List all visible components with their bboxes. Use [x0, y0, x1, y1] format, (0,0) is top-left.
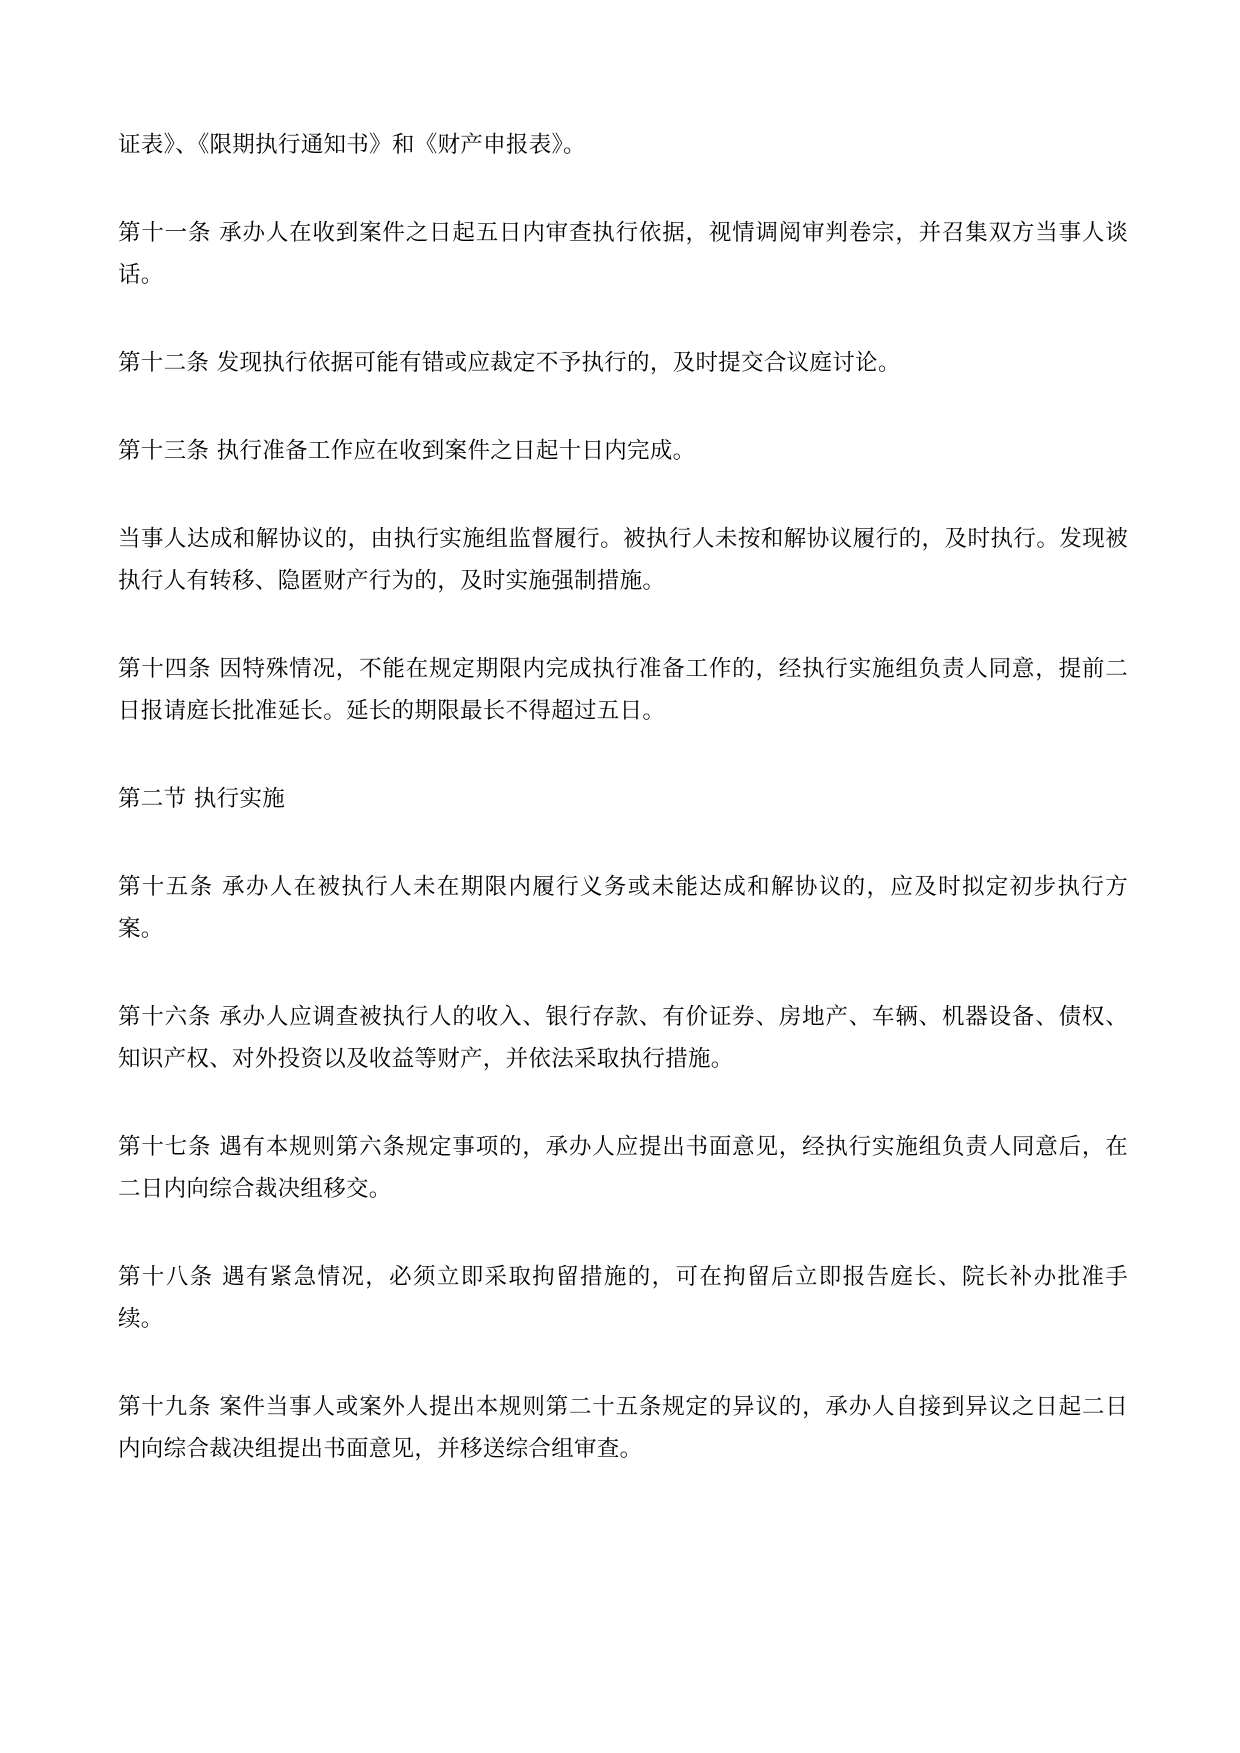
article-17: 第十七条 遇有本规则第六条规定事项的，承办人应提出书面意见，经执行实施组负责人同意后，在二日内向综合裁决组移交。 [118, 1134, 1128, 1202]
article-13: 第十三条 执行准备工作应在收到案件之日起十日内完成。 [118, 438, 696, 464]
article-19: 第十九条 案件当事人或案外人提出本规则第二十五条规定的异议的，承办人自接到异议之日起二日内向综合裁决组提出书面意见，并移送综合组审查。 [118, 1394, 1128, 1462]
settlement-paragraph: 当事人达成和解协议的，由执行实施组监督履行。被执行人未按和解协议履行的，及时执行。发现被执行人有转移、隐匿财产行为的，及时实施强制措施。 [118, 526, 1128, 594]
article-14: 第十四条 因特殊情况，不能在规定期限内完成执行准备工作的，经执行实施组负责人同意，提前二日报请庭长批准延长。延长的期限最长不得超过五日。 [118, 656, 1128, 724]
article-11: 第十一条 承办人在收到案件之日起五日内审查执行依据，视情调阅审判卷宗，并召集双方当事人谈话。 [118, 220, 1128, 288]
article-18: 第十八条 遇有紧急情况，必须立即采取拘留措施的，可在拘留后立即报告庭长、院长补办批准手续。 [118, 1264, 1128, 1332]
document-body [118, 124, 1128, 1470]
paragraph-continuation: 证表》、《限期执行通知书》和《财产申报表》。 [118, 132, 586, 158]
article-15: 第十五条 承办人在被执行人未在期限内履行义务或未能达成和解协议的，应及时拟定初步执行方案。 [118, 874, 1128, 942]
article-16: 第十六条 承办人应调查被执行人的收入、银行存款、有价证券、房地产、车辆、机器设备、债权、知识产权、对外投资以及收益等财产，并依法采取执行措施。 [118, 1004, 1128, 1072]
section-heading: 第二节 执行实施 [118, 786, 286, 812]
article-12: 第十二条 发现执行依据可能有错或应裁定不予执行的，及时提交合议庭讨论。 [118, 350, 901, 376]
